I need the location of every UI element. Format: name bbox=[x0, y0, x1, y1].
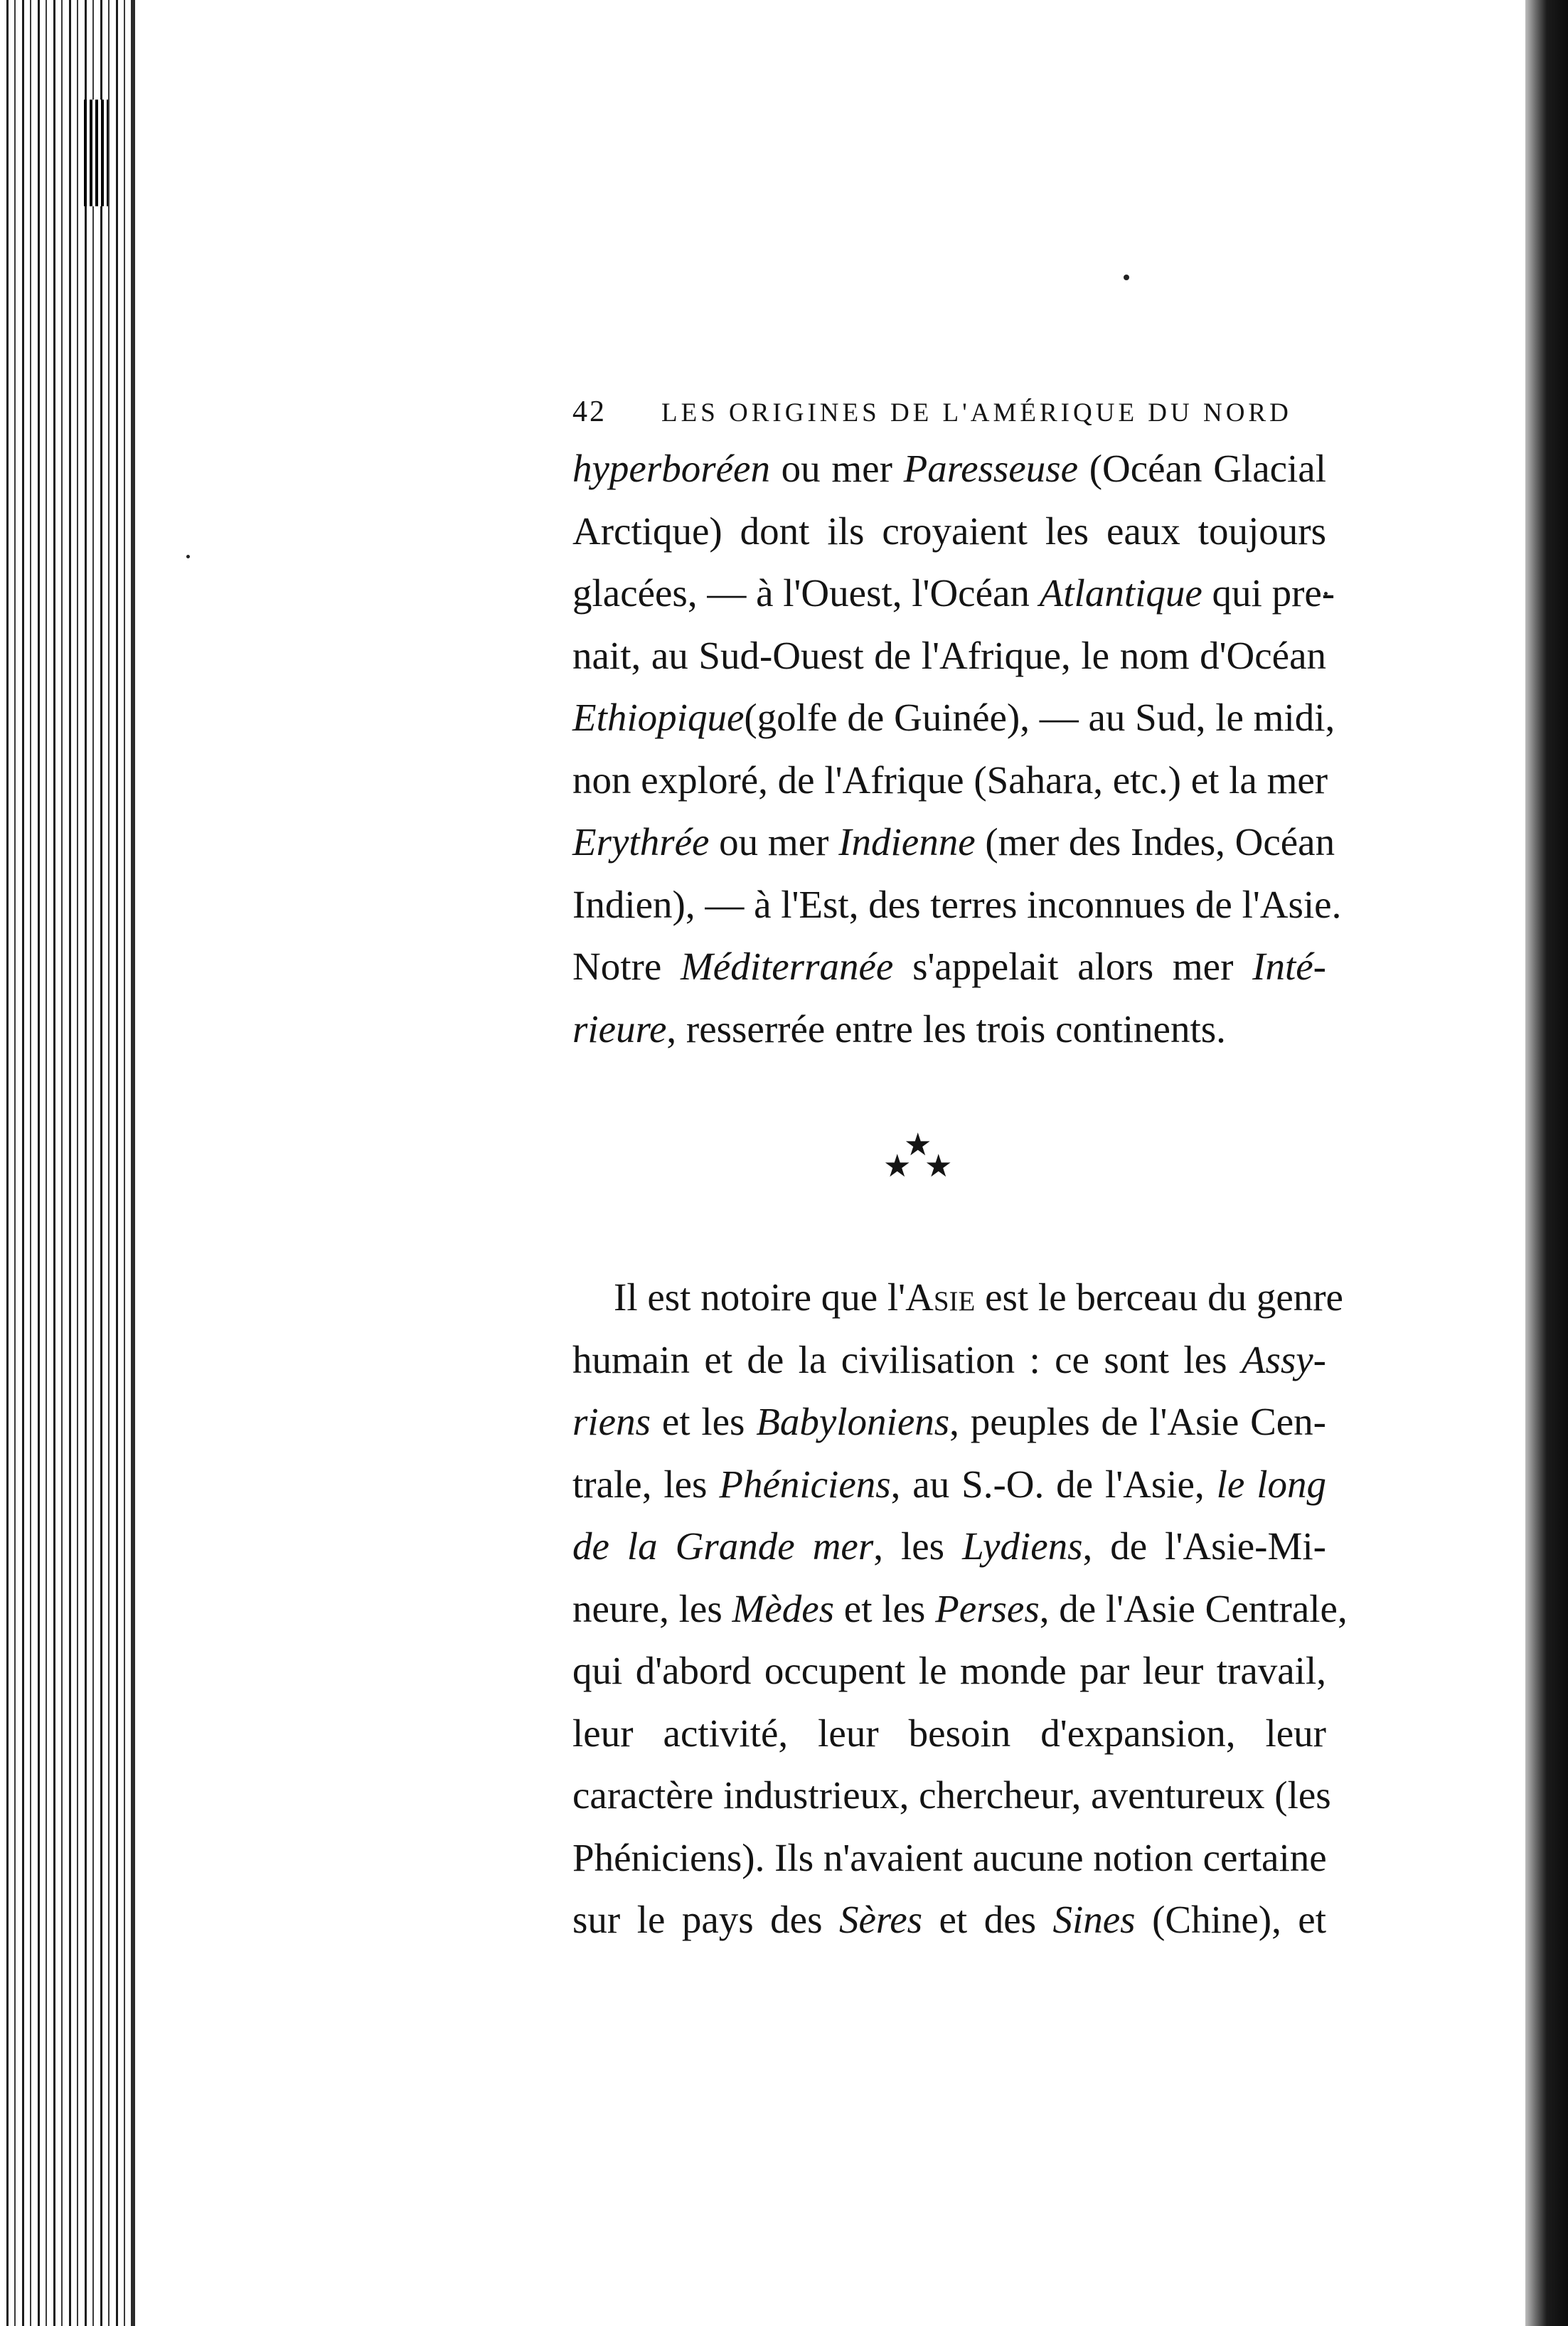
italic-term: rieure bbox=[572, 1007, 667, 1051]
book-page bbox=[572, 395, 1348, 1951]
text-line bbox=[572, 686, 1335, 749]
text-line bbox=[572, 1515, 1326, 1578]
text-run: sur le pays des bbox=[572, 1898, 839, 1941]
page-number: 42 bbox=[572, 395, 607, 428]
italic-term: le long bbox=[1216, 1462, 1327, 1506]
italic-term: Erythrée bbox=[572, 820, 710, 864]
text-run: et les bbox=[834, 1586, 936, 1630]
text-run: Phéniciens). Ils n'avaient aucune notion certaine bbox=[572, 1835, 1327, 1879]
text-run: humain et de la civilisation : ce sont les bbox=[572, 1337, 1242, 1381]
italic-term: Paresseuse bbox=[903, 447, 1079, 490]
small-caps-term: Asie bbox=[905, 1275, 976, 1319]
text-run: (Chine), et bbox=[1135, 1898, 1326, 1941]
text-line bbox=[572, 1640, 1326, 1702]
italic-term: Inté- bbox=[1252, 945, 1326, 988]
text-run: et les bbox=[651, 1400, 757, 1443]
star-icon: ★ bbox=[883, 1149, 912, 1184]
text-line bbox=[572, 1889, 1326, 1951]
italic-term: Phéniciens bbox=[719, 1462, 891, 1506]
text-line bbox=[572, 811, 1335, 873]
text-run: Arctique) dont ils croyaient les eaux toujours bbox=[572, 509, 1326, 553]
italic-term: hyperboréen bbox=[572, 447, 770, 490]
text-run: glacées, — à l'Ouest, l'Océan bbox=[572, 571, 1040, 615]
italic-term: Sères bbox=[838, 1898, 923, 1941]
text-line bbox=[572, 1391, 1326, 1453]
text-run: qui pre- bbox=[1202, 571, 1335, 615]
text-line bbox=[572, 625, 1326, 687]
italic-term: Ethiopique bbox=[572, 696, 745, 739]
text-run: qui d'abord occupent le monde par leur travail, bbox=[572, 1649, 1326, 1692]
scan-speck bbox=[1124, 275, 1129, 280]
text-run: est le berceau du genre bbox=[975, 1275, 1343, 1319]
text-run: Notre bbox=[572, 945, 681, 988]
text-run: neure, les bbox=[572, 1586, 732, 1630]
running-head: LES ORIGINES DE L'AMÉRIQUE DU NORD bbox=[661, 398, 1292, 428]
star-icon: ★ bbox=[924, 1149, 953, 1184]
scan-speck bbox=[186, 555, 190, 558]
text-run: (Océan Glacial bbox=[1078, 447, 1326, 490]
text-run: Il est notoire que l' bbox=[614, 1275, 906, 1319]
text-line bbox=[572, 437, 1326, 500]
page-header bbox=[572, 395, 1344, 437]
text-run: , au S.-O. de l'Asie, bbox=[890, 1462, 1217, 1506]
italic-term: Lydiens bbox=[962, 1524, 1083, 1568]
text-line bbox=[572, 1578, 1348, 1640]
text-line bbox=[572, 998, 1326, 1061]
text-run: et des bbox=[922, 1898, 1053, 1941]
text-run: Indien), — à l'Est, des terres inconnues de l'Asie. bbox=[572, 882, 1342, 926]
italic-term: Méditerranée bbox=[680, 945, 894, 988]
text-line bbox=[572, 935, 1326, 998]
italic-term: Babyloniens bbox=[756, 1400, 950, 1443]
text-run: nait, au Sud-Ouest de l'Afrique, le nom d'Océan bbox=[572, 633, 1326, 677]
text-line bbox=[572, 1827, 1326, 1889]
text-line bbox=[572, 562, 1335, 625]
text-run: ou mer bbox=[769, 447, 904, 490]
text-line bbox=[572, 749, 1326, 812]
binding-mark bbox=[84, 100, 108, 206]
italic-term: riens bbox=[572, 1400, 651, 1443]
text-line bbox=[572, 1329, 1326, 1391]
text-run: s'appelait alors mer bbox=[893, 945, 1253, 988]
italic-term: Mèdes bbox=[732, 1586, 835, 1630]
italic-term: Assy- bbox=[1241, 1337, 1326, 1381]
text-line bbox=[572, 1764, 1331, 1827]
star-icon: ★ bbox=[904, 1127, 932, 1162]
italic-term: Indienne bbox=[838, 820, 976, 864]
text-run: , de l'Asie-Mi- bbox=[1082, 1524, 1326, 1568]
asterism-divider bbox=[572, 1067, 1344, 1245]
text-line bbox=[572, 1266, 1343, 1329]
text-line bbox=[572, 1453, 1326, 1516]
text-run: , les bbox=[873, 1524, 963, 1568]
text-run: trale, les bbox=[572, 1462, 720, 1506]
italic-term: Perses bbox=[935, 1586, 1040, 1630]
text-run: , peuples de l'Asie Cen- bbox=[949, 1400, 1326, 1443]
text-run: non exploré, de l'Afrique (Sahara, etc.) et la mer bbox=[572, 758, 1328, 802]
text-run: (mer des Indes, Océan bbox=[975, 820, 1335, 864]
italic-term: Sines bbox=[1052, 1898, 1136, 1941]
text-run: , resserrée entre les trois continents. bbox=[666, 1007, 1226, 1051]
text-run: , de l'Asie Centrale, bbox=[1039, 1586, 1348, 1630]
text-line bbox=[572, 873, 1342, 936]
text-line bbox=[572, 1702, 1326, 1765]
page-stack-edges bbox=[0, 0, 135, 2326]
italic-term: de la Grande mer bbox=[572, 1524, 874, 1568]
scan-right-margin bbox=[1525, 0, 1568, 2326]
text-run: leur activité, leur besoin d'expansion, leur bbox=[572, 1711, 1326, 1755]
paragraph-1 bbox=[572, 437, 1344, 1060]
text-run: ou mer bbox=[709, 820, 839, 864]
text-run: caractère industrieux, chercheur, aventureux (les bbox=[572, 1773, 1331, 1817]
italic-term: Atlantique bbox=[1039, 571, 1202, 615]
text-line bbox=[572, 500, 1326, 563]
text-run: (golfe de Guinée), — au Sud, le midi, bbox=[744, 696, 1335, 739]
paragraph-2 bbox=[572, 1266, 1348, 1951]
